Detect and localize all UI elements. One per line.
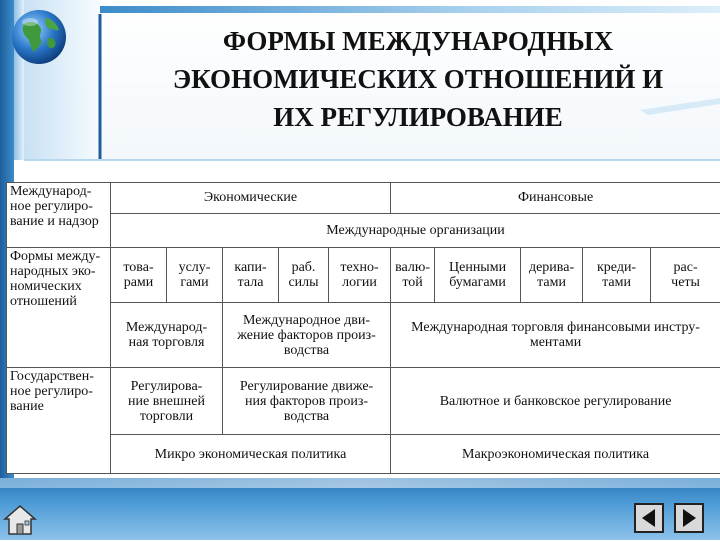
- row-header-regulation: Международ- ное регулиро- вание и надзор: [7, 183, 111, 248]
- prev-slide-button[interactable]: [634, 503, 664, 533]
- column-securities: Ценными бумагами: [435, 248, 521, 303]
- row-header-forms: Формы между- народных эко- номических отношений: [7, 248, 111, 368]
- column-labor: раб. силы: [279, 248, 329, 303]
- slide-title: [116, 22, 720, 136]
- prev-arrow-icon: [636, 505, 662, 531]
- footer-band-shine: [0, 478, 720, 488]
- column-services: услу- гами: [167, 248, 223, 303]
- cell-factor-movement-regulation: Регулирование движе- ния факторов произ- водства: [223, 368, 391, 435]
- cell-international-trade: Международ- ная торговля: [111, 303, 223, 368]
- column-currency: валю- той: [391, 248, 435, 303]
- header-economic: Экономические: [111, 183, 391, 214]
- title-line-2: ЭКОНОМИЧЕСКИХ ОТНОШЕНИЙ И: [116, 60, 720, 98]
- regulation-table: [6, 182, 720, 474]
- cell-macro-policy: Макроэкономическая политика: [391, 435, 720, 474]
- title-line-3: ИХ РЕГУЛИРОВАНИЕ: [116, 98, 720, 136]
- globe-icon: [10, 8, 68, 66]
- column-technology: техно- логии: [329, 248, 391, 303]
- column-derivatives: дерива- тами: [521, 248, 583, 303]
- header-financial: Финансовые: [391, 183, 720, 214]
- row-header-state: Государствен- ное регулиро- вание: [7, 368, 111, 474]
- next-slide-button[interactable]: [674, 503, 704, 533]
- cell-currency-banking-regulation: Валютное и банковское регулирование: [391, 368, 720, 435]
- header-international-organizations: Международные организации: [111, 213, 720, 248]
- next-arrow-icon: [676, 505, 702, 531]
- title-line-1: ФОРМЫ МЕЖДУНАРОДНЫХ: [116, 22, 720, 60]
- cell-financial-instruments-trade: Международная торговля финансовыми инстру- ментами: [391, 303, 720, 368]
- column-settlements: рас- четы: [651, 248, 720, 303]
- column-capital: капи- тала: [223, 248, 279, 303]
- cell-foreign-trade-regulation: Регулирова- ние внешней торговли: [111, 368, 223, 435]
- home-icon: [2, 503, 38, 537]
- cell-factor-movement: Международное дви- жение факторов произ- водства: [223, 303, 391, 368]
- home-button[interactable]: [2, 503, 38, 537]
- cell-micro-policy: Микро экономическая политика: [111, 435, 391, 474]
- column-goods: това- рами: [111, 248, 167, 303]
- column-credits: креди- тами: [583, 248, 651, 303]
